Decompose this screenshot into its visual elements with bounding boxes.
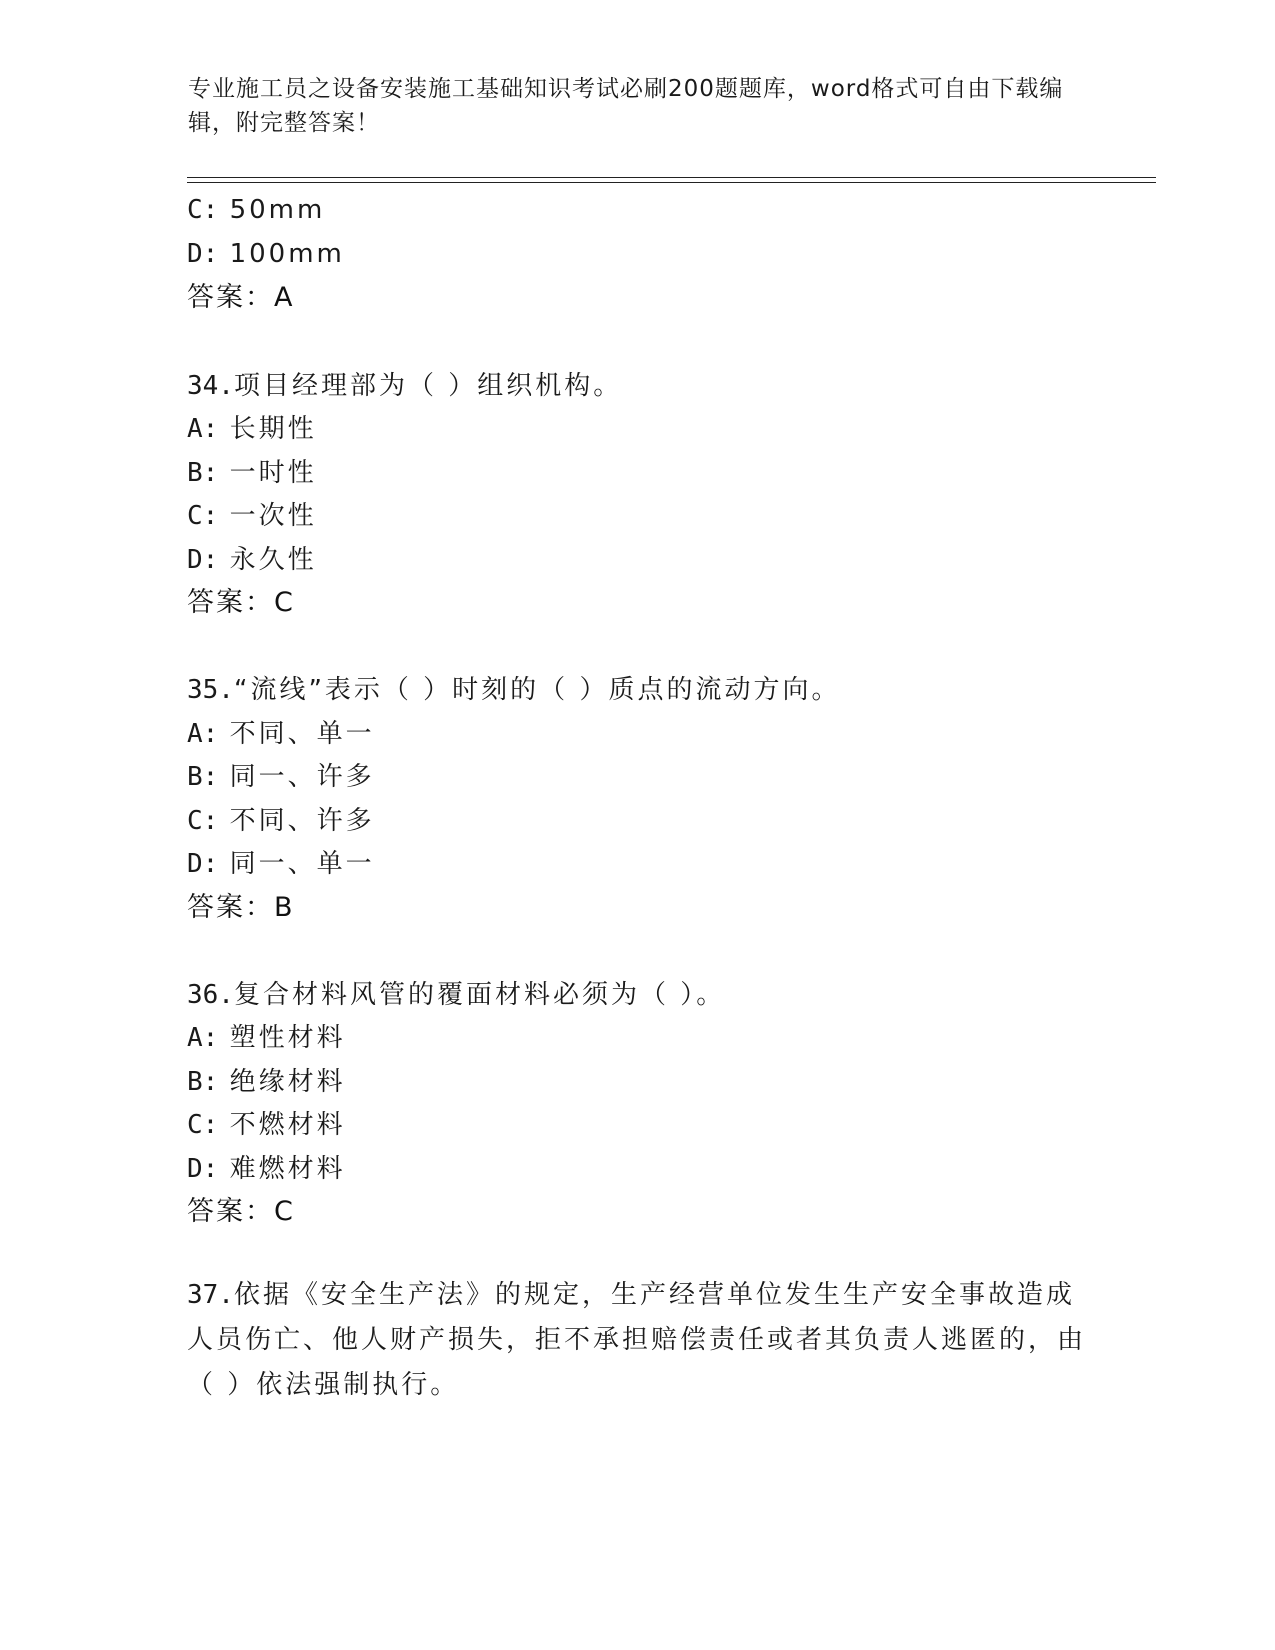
answer-line: 答案：B — [187, 892, 293, 923]
option-text: 50mm — [229, 195, 326, 225]
option-d: D: 难燃材料 — [187, 1154, 346, 1184]
option-c: C: 一次性 — [187, 501, 317, 531]
question-number: 36. — [187, 980, 234, 1010]
answer-line: 答案：C — [187, 1196, 293, 1227]
page-header: 专业施工员之设备安装施工基础知识考试必刷200题题库，word格式可自由下载编辑，附完整答案！ — [188, 76, 1064, 136]
option-b: B: 一时性 — [187, 458, 317, 488]
question-number: 35. — [187, 675, 234, 705]
option-a: A: 长期性 — [187, 414, 317, 444]
option-b: B: 同一、许多 — [187, 762, 375, 792]
answer-value: C — [274, 587, 293, 618]
option-c: C: 50mm — [187, 195, 326, 225]
answer-value: A — [274, 282, 293, 313]
answer-value: B — [274, 892, 293, 923]
option-d: D: 100mm — [187, 239, 345, 269]
option-a: A: 不同、单一 — [187, 719, 375, 749]
option-c: C: 不燃材料 — [187, 1110, 346, 1140]
option-text: 100mm — [229, 239, 345, 269]
option-d: D: 同一、单一 — [187, 849, 375, 879]
option-c: C: 不同、许多 — [187, 806, 375, 836]
question-stem: 36.复合材料风管的覆面材料必须为（ ）。 — [187, 980, 726, 1010]
option-b: B: 绝缘材料 — [187, 1067, 346, 1097]
option-a: A: 塑性材料 — [187, 1023, 346, 1053]
answer-line: 答案：C — [187, 587, 293, 618]
question-stem: 34.项目经理部为（ ）组织机构。 — [187, 371, 623, 401]
answer-value: C — [274, 1196, 293, 1227]
question-stem: 35.“流线”表示（ ）时刻的（ ）质点的流动方向。 — [187, 675, 841, 705]
question-number: 37. — [187, 1280, 234, 1310]
answer-line: 答案：A — [187, 282, 293, 313]
header-divider — [187, 177, 1156, 178]
question-number: 34. — [187, 371, 234, 401]
question-stem: 37.依据《安全生产法》的规定，生产经营单位发生生产安全事故造成人员伤亡、他人财产损失，拒不承担赔偿责任或者其负责人逃匿的，由（ ）依法强制执行。 — [187, 1280, 1087, 1400]
option-d: D: 永久性 — [187, 545, 317, 575]
header-divider-double — [187, 182, 1156, 183]
